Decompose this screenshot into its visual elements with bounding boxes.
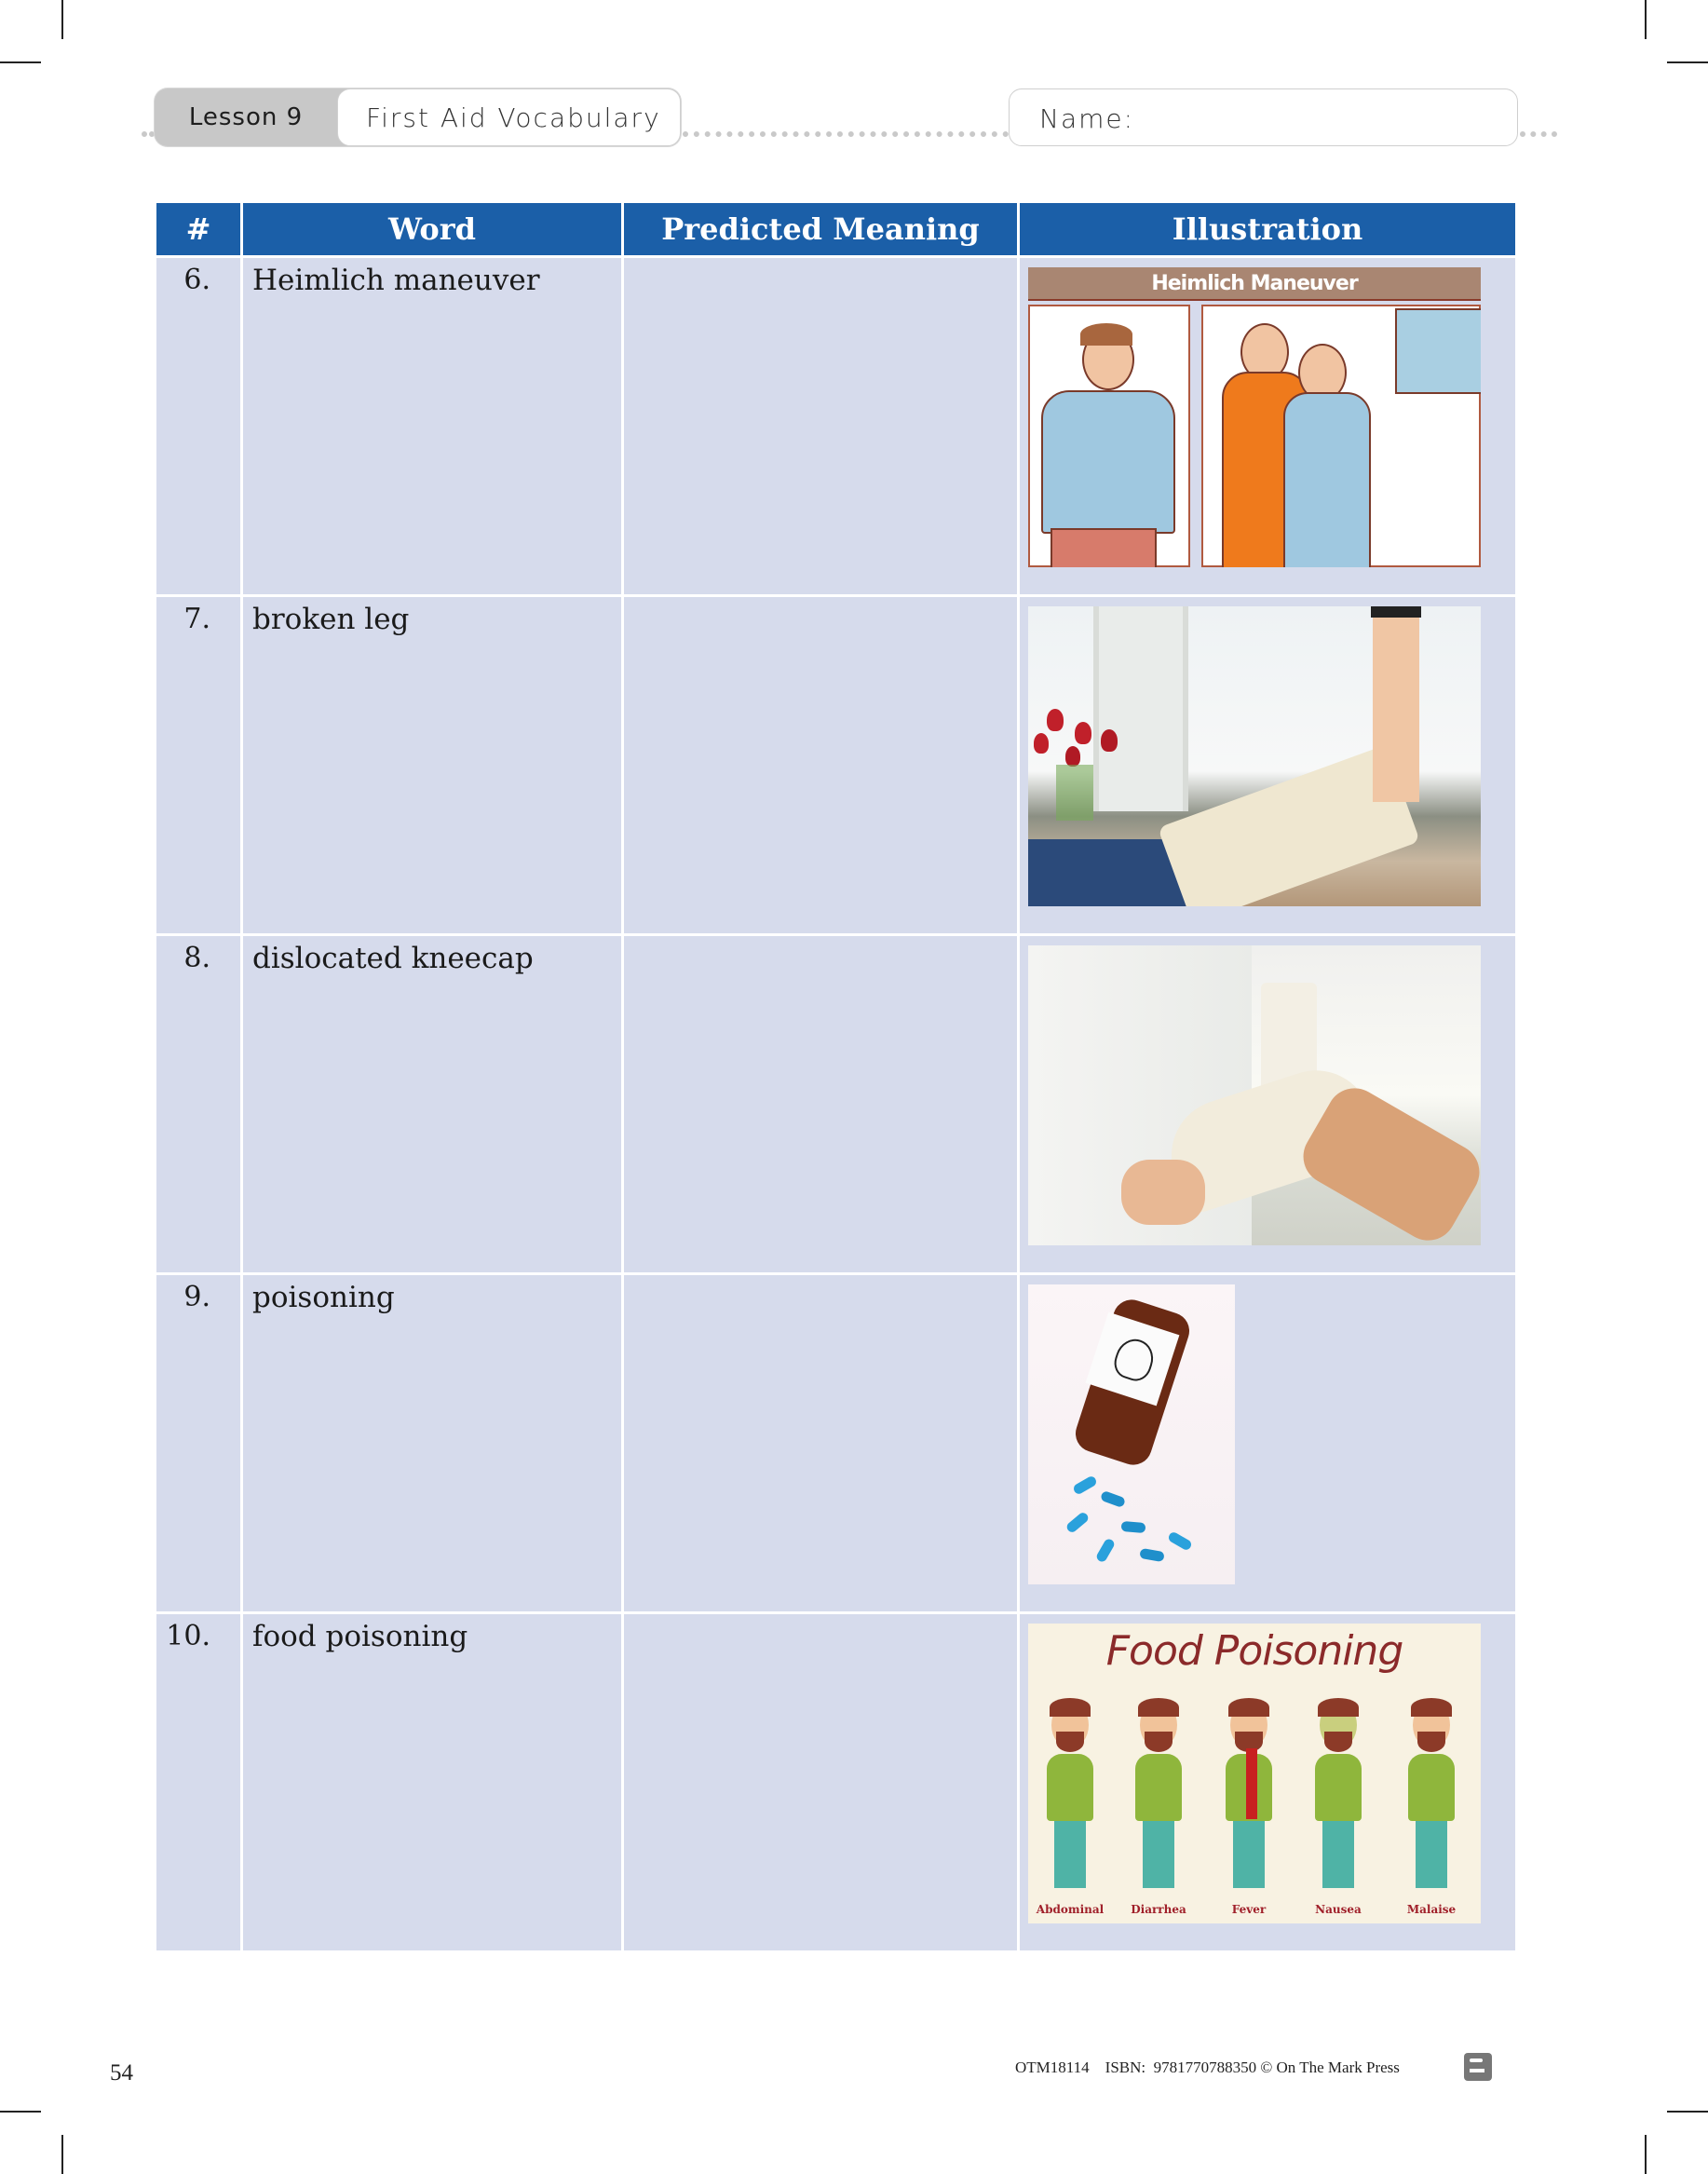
illustration-cell — [1020, 1614, 1515, 1950]
food-poisoning-infographic — [1028, 1624, 1481, 1923]
word-cell — [243, 258, 624, 594]
table-row — [156, 1611, 1515, 1950]
choking-person-panel — [1028, 305, 1190, 567]
symptom-label: Abdominal — [1036, 1903, 1105, 1916]
number-cell — [156, 936, 243, 1272]
column-header-illustration: Illustration — [1020, 203, 1515, 255]
table-row — [156, 1272, 1515, 1611]
row-number: 8. — [183, 942, 210, 974]
row-number: 7. — [183, 603, 210, 635]
name-label: Name: — [1039, 102, 1135, 134]
vocabulary-word: poisoning — [252, 1281, 395, 1314]
name-field[interactable] — [1009, 88, 1518, 146]
illustration-caption: Heimlich Maneuver — [1028, 267, 1481, 301]
figure-abdominal — [1047, 1702, 1093, 1897]
table-header — [156, 203, 1515, 255]
vocabulary-word: food poisoning — [252, 1620, 468, 1653]
crop-mark — [0, 61, 41, 63]
column-header-number: # — [156, 203, 243, 255]
number-cell — [156, 1614, 243, 1950]
dotted-rule — [1520, 131, 1557, 137]
product-code: OTM18114 — [1015, 2059, 1090, 2076]
heimlich-panel — [1201, 305, 1481, 567]
illustration-cell — [1020, 258, 1515, 594]
table-row — [156, 594, 1515, 933]
illustration-cell — [1020, 936, 1515, 1272]
tulips — [1028, 709, 1140, 821]
heimlich-maneuver-illustration — [1028, 267, 1481, 567]
word-cell — [243, 1275, 624, 1611]
lesson-title: First Aid Vocabulary — [366, 102, 661, 133]
column-header-predicted-meaning: Predicted Meaning — [624, 203, 1020, 255]
number-cell — [156, 258, 243, 594]
vocabulary-word: Heimlich maneuver — [252, 264, 540, 297]
figure-malaise — [1408, 1702, 1455, 1897]
row-number: 9. — [183, 1281, 210, 1313]
vocabulary-word: dislocated kneecap — [252, 942, 534, 975]
table-row — [156, 255, 1515, 594]
dotted-rule — [683, 131, 1009, 137]
word-cell — [243, 1614, 624, 1950]
symptom-label: Fever — [1231, 1903, 1267, 1916]
figure-nausea — [1315, 1702, 1362, 1897]
column-header-word: Word — [243, 203, 624, 255]
vocabulary-word: broken leg — [252, 603, 410, 636]
crop-mark — [0, 2111, 41, 2113]
table-row — [156, 933, 1515, 1272]
row-number: 10. — [166, 1620, 210, 1652]
word-cell — [243, 936, 624, 1272]
crop-mark — [1667, 2111, 1708, 2113]
publisher-logo-icon — [1464, 2053, 1492, 2081]
crop-mark — [61, 0, 63, 39]
figure-fever — [1226, 1702, 1272, 1897]
illustration-cell — [1020, 1275, 1515, 1611]
vocabulary-table — [156, 203, 1515, 1950]
isbn-copyright: ISBN: 9781770788350 © On The Mark Press — [1105, 2059, 1400, 2076]
predicted-meaning-cell[interactable] — [624, 597, 1020, 933]
lesson-tag: Lesson 9 — [188, 103, 304, 131]
dotted-rule — [142, 131, 155, 137]
broken-leg-photo — [1028, 606, 1481, 906]
illustration-cell — [1020, 597, 1515, 933]
illustration-caption: Food Poisoning — [1105, 1627, 1403, 1675]
crop-mark — [61, 2135, 63, 2174]
symptom-label: Nausea — [1315, 1903, 1362, 1916]
footer-credits — [1015, 2059, 1400, 2077]
predicted-meaning-cell[interactable] — [624, 1275, 1020, 1611]
number-cell — [156, 1275, 243, 1611]
word-cell — [243, 597, 624, 933]
page-number: 54 — [110, 2060, 133, 2086]
crop-mark — [1667, 61, 1708, 63]
predicted-meaning-cell[interactable] — [624, 258, 1020, 594]
poison-bottle-pills-photo — [1028, 1284, 1235, 1584]
crop-mark — [1645, 2135, 1647, 2174]
symptom-label: Malaise — [1406, 1903, 1457, 1916]
knee-bandage-photo — [1028, 945, 1481, 1245]
crop-mark — [1645, 0, 1647, 39]
predicted-meaning-cell[interactable] — [624, 1614, 1020, 1950]
symptom-label: Diarrhea — [1131, 1903, 1186, 1916]
number-cell — [156, 597, 243, 933]
predicted-meaning-cell[interactable] — [624, 936, 1020, 1272]
figure-diarrhea — [1135, 1702, 1182, 1897]
row-number: 6. — [183, 264, 210, 296]
